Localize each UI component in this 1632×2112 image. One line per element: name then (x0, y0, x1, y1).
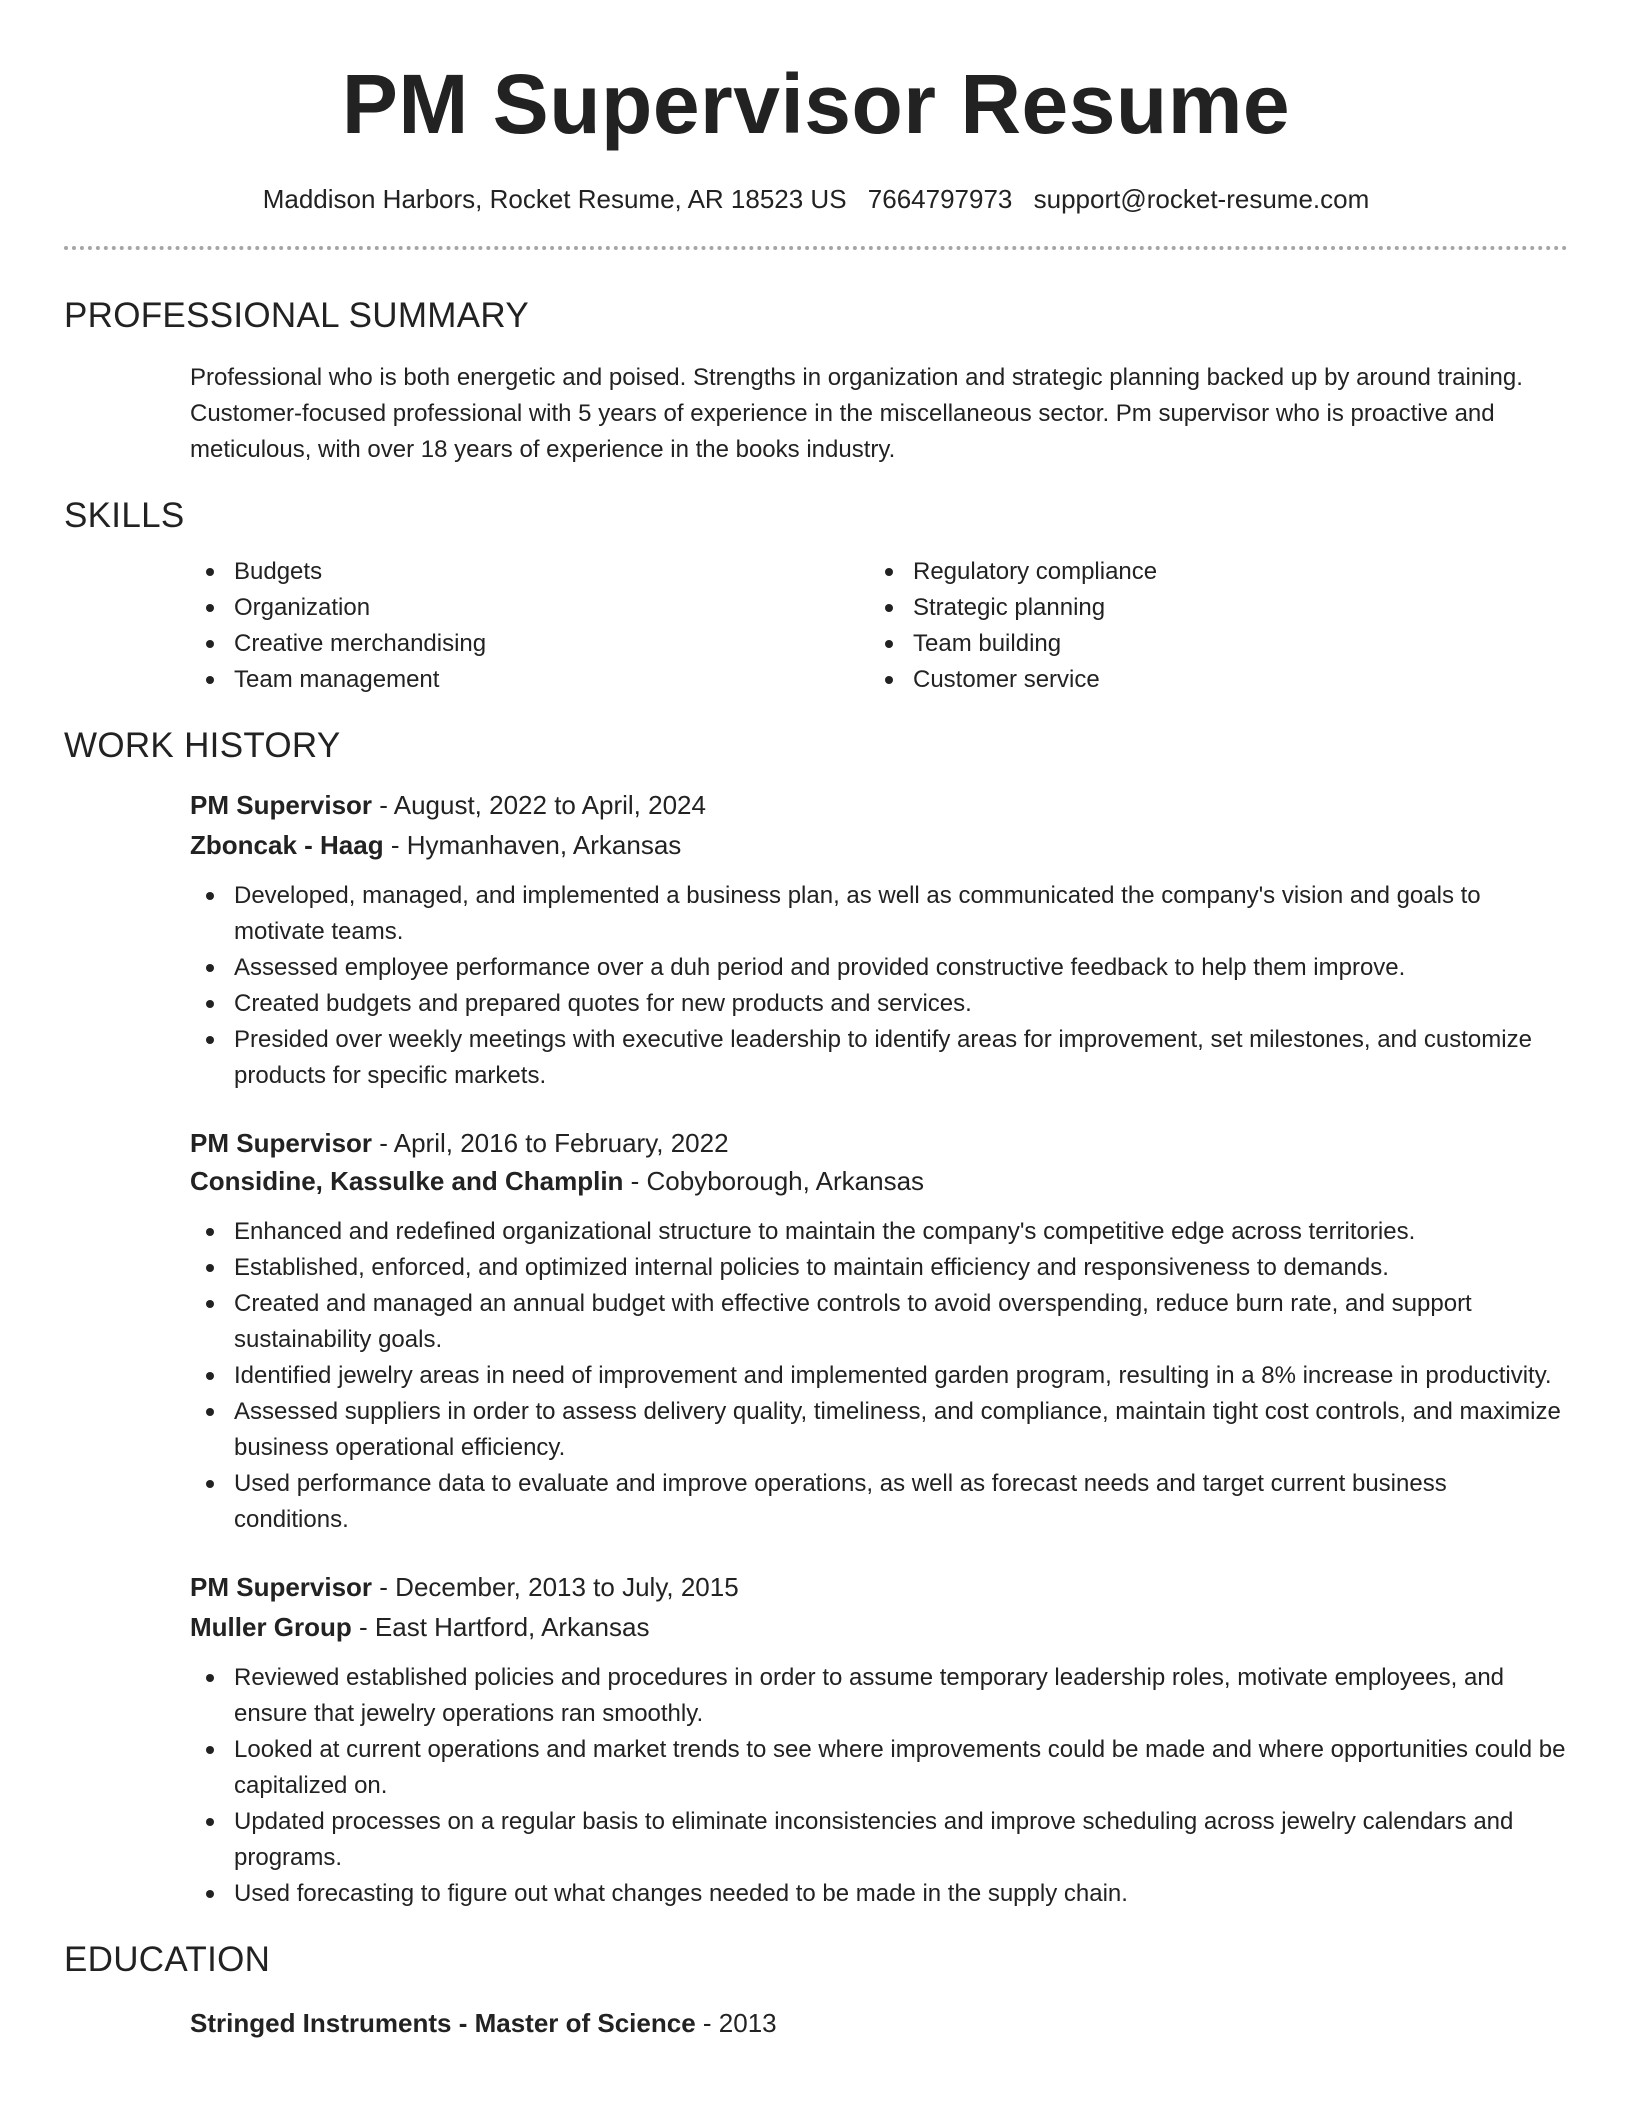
education-year: - 2013 (695, 2008, 777, 2038)
job-bullet: Looked at current operations and market trends to see where improvements could be made and where opportunities could be capitalized on. (190, 1732, 1568, 1804)
job-location: - Cobyborough, Arkansas (623, 1166, 925, 1196)
skills-section (64, 494, 1568, 698)
header-divider (64, 246, 1568, 250)
education-degree: Stringed Instruments - Master of Science (190, 2008, 696, 2038)
job-dates: - August, 2022 to April, 2024 (372, 790, 706, 820)
contact-phone: 7664797973 (867, 184, 1013, 214)
education-section (64, 1938, 1568, 2042)
skill-item: Team management (190, 662, 869, 698)
job-bullet: Established, enforced, and optimized internal policies to maintain efficiency and responsiveness to demands. (190, 1250, 1568, 1286)
skill-item: Budgets (190, 554, 869, 590)
contact-line (64, 182, 1568, 216)
job-entry (190, 1124, 1568, 1538)
skill-item: Team building (869, 626, 1548, 662)
work-history-heading: WORK HISTORY (64, 726, 341, 765)
contact-email: support@rocket-resume.com (1033, 184, 1370, 214)
job-bullets (190, 878, 1568, 1094)
job-bullet: Used forecasting to figure out what changes needed to be made in the supply chain. (190, 1876, 1568, 1912)
job-bullet: Identified jewelry areas in need of improvement and implemented garden program, resulting in a 8% increase in productivity. (190, 1358, 1568, 1394)
job-title: PM Supervisor (190, 1128, 373, 1158)
work-history-section (64, 724, 1568, 1912)
job-title-line (190, 1568, 1568, 1606)
skill-item: Regulatory compliance (869, 554, 1548, 590)
job-bullet: Assessed suppliers in order to assess delivery quality, timeliness, and compliance, maintain tight cost controls, and maximize business operational efficiency. (190, 1394, 1568, 1466)
skills-grid (190, 554, 1568, 698)
summary-heading: PROFESSIONAL SUMMARY (64, 296, 529, 335)
job-dates: - December, 2013 to July, 2015 (372, 1572, 739, 1602)
job-company-line (190, 1608, 1568, 1646)
job-bullet: Assessed employee performance over a duh period and provided constructive feedback to help them improve. (190, 950, 1568, 986)
job-dates: - April, 2016 to February, 2022 (372, 1128, 729, 1158)
job-bullet: Updated processes on a regular basis to eliminate inconsistencies and improve scheduling across jewelry calendars and programs. (190, 1804, 1568, 1876)
job-company-line (190, 1162, 1568, 1200)
job-title: PM Supervisor (190, 1572, 373, 1602)
job-company: Muller Group (190, 1612, 352, 1642)
summary-text: Professional who is both energetic and poised. Strengths in organization and strategic planning backed up by around training. Customer-focused professional with 5 years of experience in the miscellaneous sector. Pm supervisor who is proactive and meticulous, with over 18 years of experience in the books industry. (190, 364, 1523, 463)
education-heading: EDUCATION (64, 1940, 271, 1979)
job-bullet: Created and managed an annual budget with effective controls to avoid overspending, reduce burn rate, and support sustainability goals. (190, 1286, 1568, 1358)
skill-item: Organization (190, 590, 869, 626)
job-title-line (190, 1124, 1568, 1162)
job-bullets (190, 1660, 1568, 1912)
job-bullet: Created budgets and prepared quotes for new products and services. (190, 986, 1568, 1022)
job-company-line (190, 826, 1568, 864)
skills-heading: SKILLS (64, 496, 185, 535)
skills-column-left (190, 554, 869, 698)
job-bullet: Enhanced and redefined organizational structure to maintain the company's competitive edge across territories. (190, 1214, 1568, 1250)
page-title: PM Supervisor Resume (341, 57, 1291, 151)
contact-address: Maddison Harbors, Rocket Resume, AR 18523 US (262, 184, 847, 214)
job-title: PM Supervisor (190, 790, 373, 820)
summary-section (64, 294, 1568, 468)
skill-item: Strategic planning (869, 590, 1548, 626)
job-company: Zboncak - Haag (190, 830, 384, 860)
job-bullets (190, 1214, 1568, 1538)
skills-column-right (869, 554, 1548, 698)
job-bullet: Used performance data to evaluate and improve operations, as well as forecast needs and target current business conditions. (190, 1466, 1568, 1538)
job-bullet: Developed, managed, and implemented a business plan, as well as communicated the company's vision and goals to motivate teams. (190, 878, 1568, 950)
job-location: - East Hartford, Arkansas (351, 1612, 650, 1642)
job-entry (190, 1568, 1568, 1912)
job-entry (190, 786, 1568, 1094)
job-title-line (190, 786, 1568, 824)
job-bullet: Reviewed established policies and procedures in order to assume temporary leadership roles, motivate employees, and ensure that jewelry operations ran smoothly. (190, 1660, 1568, 1732)
job-company: Considine, Kassulke and Champlin (190, 1166, 624, 1196)
skill-item: Creative merchandising (190, 626, 869, 662)
job-bullet: Presided over weekly meetings with executive leadership to identify areas for improvement, set milestones, and customize products for specific markets. (190, 1022, 1568, 1094)
job-location: - Hymanhaven, Arkansas (383, 830, 682, 860)
education-entry (190, 2004, 1568, 2042)
skill-item: Customer service (869, 662, 1548, 698)
